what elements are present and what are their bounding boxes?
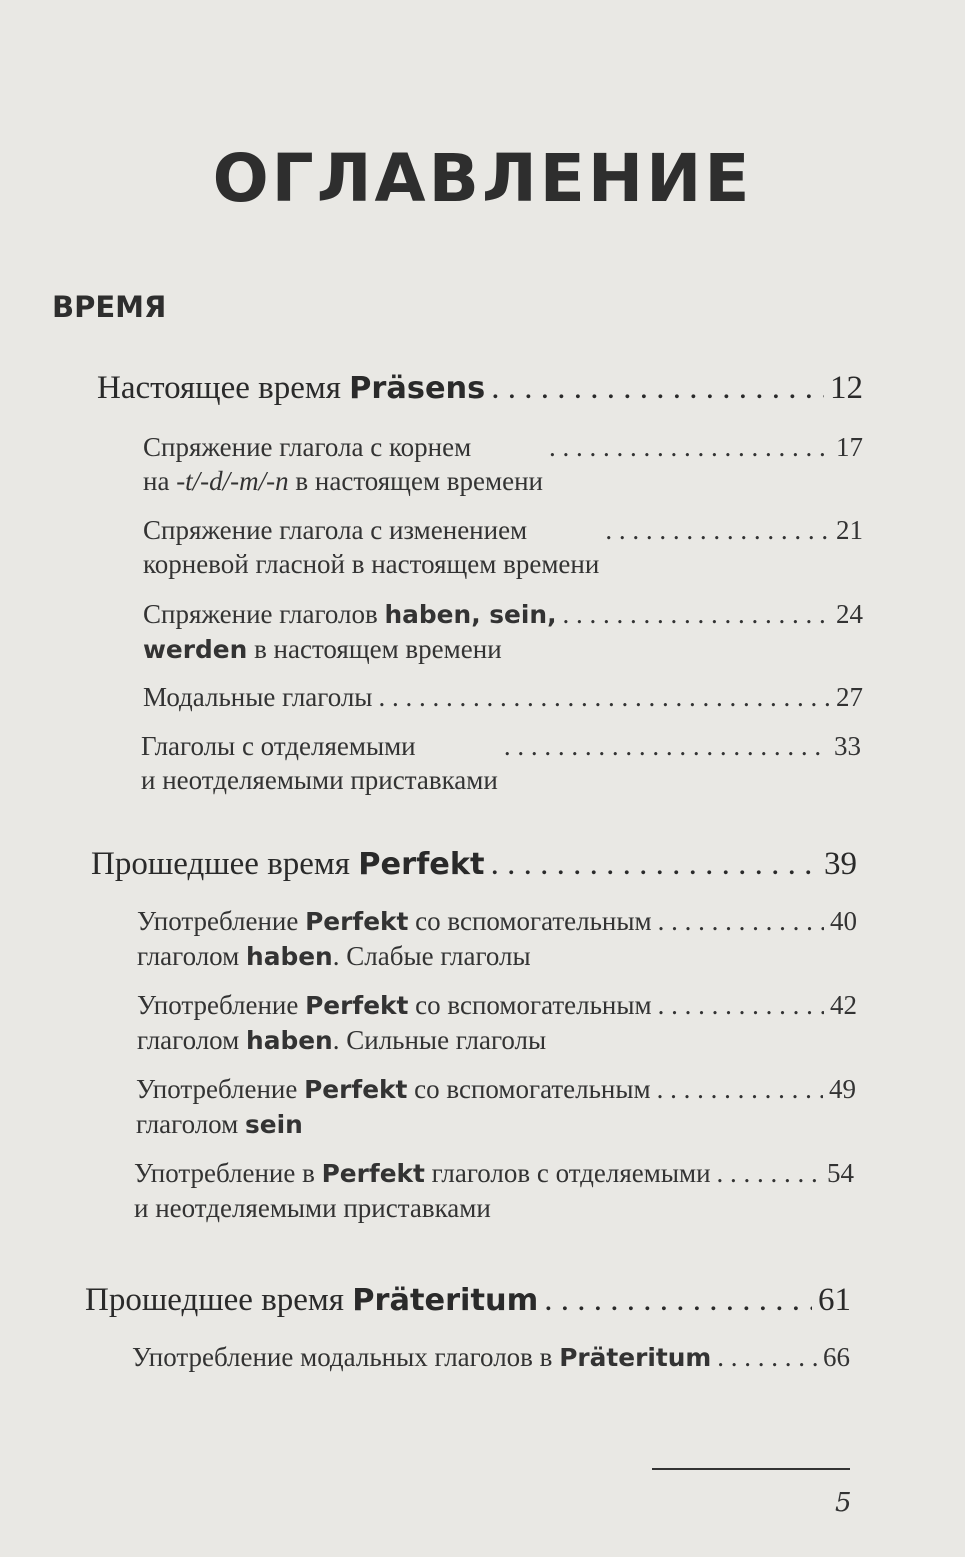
leader-dots: [563, 597, 830, 631]
toc-entry: Употребление в Perfekt глаголов с отделяемыми и неотделяемыми приставками . . . 54: [134, 1156, 854, 1225]
toc-entry: Употребление Perfekt со вспомогательным глаголом haben. Слабые глаголы . . . 40: [137, 904, 857, 974]
page-ref: 61: [818, 1282, 851, 1318]
leader-dots: [657, 1072, 823, 1106]
footer-rule: [652, 1468, 850, 1470]
page-ref: 66: [823, 1342, 850, 1372]
page-ref: 54: [827, 1158, 854, 1188]
page-title: ОГЛАВЛЕНИЕ: [212, 140, 753, 217]
toc-chapter: [85, 1282, 851, 1319]
toc-chapter: [91, 846, 857, 883]
chapter-label: Прошедшее время Präteritum: [85, 1282, 539, 1318]
toc-entry: Употребление Perfekt со вспомогательным глаголом haben. Сильные глаголы . . . 42: [137, 988, 857, 1058]
toc-entry: Глаголы с отделяемыми и неотделяемыми приставками . . . 33: [141, 729, 861, 797]
leader-dots: [491, 370, 824, 407]
toc-entry: Спряжение глагола с изменением корневой гласной в настоящем времени . . . 21: [143, 513, 863, 581]
leader-dots: [491, 846, 818, 883]
chapter-label: Прошедшее время Perfekt: [91, 846, 485, 882]
leader-dots: [605, 513, 830, 547]
page-ref: 27: [836, 682, 863, 712]
toc-entry: Спряжение глаголов haben, sein, werden в настоящем времени . . . 24: [143, 597, 863, 667]
page-ref: 17: [836, 432, 863, 462]
page-ref: 40: [830, 906, 857, 936]
leader-dots: [378, 680, 830, 714]
page-number: 5: [835, 1488, 852, 1518]
toc-entry: Спряжение глагола с корнем на -t/-d/-m/-n в настоящем времени . . . 17: [143, 430, 863, 498]
leader-dots: [658, 904, 824, 938]
leader-dots: [504, 729, 828, 763]
leader-dots: [717, 1156, 821, 1190]
page-ref: 33: [834, 731, 861, 761]
chapter-label: Настоящее время Präsens: [97, 370, 486, 406]
page-ref: 12: [830, 370, 863, 406]
page-ref: 49: [829, 1074, 856, 1104]
leader-dots: [658, 988, 824, 1022]
leader-dots: [717, 1340, 817, 1374]
leader-dots: [544, 1282, 812, 1319]
page-ref: 39: [824, 846, 857, 882]
toc-entry: Употребление модальных глаголов в Präteritum . . . 66: [132, 1340, 850, 1375]
page-ref: 21: [836, 515, 863, 545]
toc-entry: Употребление Perfekt со вспомогательным глаголом sein . . . 49: [136, 1072, 856, 1142]
leader-dots: [549, 430, 830, 464]
section-heading: ВРЕМЯ: [52, 290, 167, 324]
toc-entry: Модальные глаголы . . . 27: [143, 680, 863, 714]
page-ref: 24: [836, 599, 863, 629]
toc-chapter: [97, 370, 863, 407]
page-ref: 42: [830, 990, 857, 1020]
